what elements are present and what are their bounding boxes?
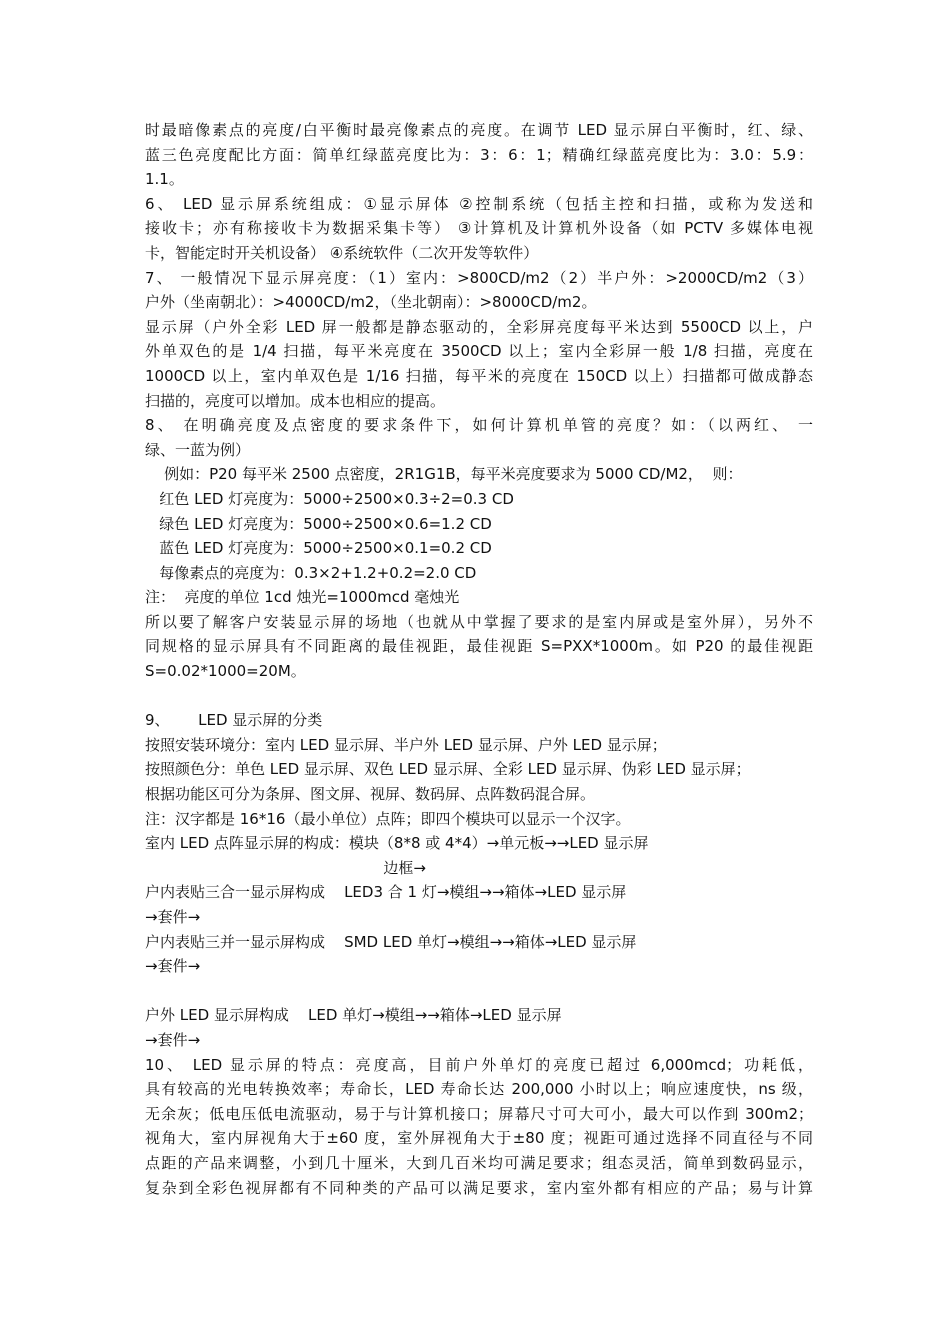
text-line: 1000CD 以上，室内单双色是 1/16 扫描，每平米的亮度在 150CD 以上）扫描都可做成静态 xyxy=(145,366,813,385)
text-line: 户内表贴三合一显示屏构成 LED3 合 1 灯→模组→→箱体→LED 显示屏 xyxy=(145,883,627,902)
text-line: 无余灰；低电压低电流驱动，易于与计算机接口；屏幕尺寸可大可小，最大可以作到 300m2； xyxy=(145,1104,813,1123)
text-line: 注： 亮度的单位 1cd 烛光=1000mcd 毫烛光 xyxy=(145,588,460,607)
text-line: 绿、一蓝为例） xyxy=(145,440,251,459)
text-line: 边框→ xyxy=(145,858,426,877)
text-line: 户内表贴三并一显示屏构成 SMD LED 单灯→模组→→箱体→LED 显示屏 xyxy=(145,932,637,951)
text-line: 9、 LED 显示屏的分类 xyxy=(145,711,323,730)
text-line: 点距的产品来调整，小到几十厘米，大到几百米均可满足要求；组态灵活，简单到数码显示， xyxy=(145,1153,813,1172)
text-line: 蓝色 LED 灯亮度为：5000÷2500×0.1=0.2 CD xyxy=(145,539,492,558)
text-line: 户外（坐南朝北）：>4000CD/m2，（坐北朝南）：>8000CD/m2。 xyxy=(145,293,597,312)
text-line: 绿色 LED 灯亮度为：5000÷2500×0.6=1.2 CD xyxy=(145,514,492,533)
text-line: 每像素点的亮度为：0.3×2+1.2+0.2=2.0 CD xyxy=(145,563,477,582)
text-line: 按照颜色分：单色 LED 显示屏、双色 LED 显示屏、全彩 LED 显示屏、伪彩 LED 显示屏； xyxy=(145,760,751,779)
text-line: S=0.02*1000=20M。 xyxy=(145,662,306,681)
text-line: 户外 LED 显示屏构成 LED 单灯→模组→→箱体→LED 显示屏 xyxy=(145,1006,562,1025)
text-line: 视角大，室内屏视角大于±60 度，室外屏视角大于±80 度；视距可通过选择不同直径与不同 xyxy=(145,1129,813,1148)
text-line: 1.1。 xyxy=(145,170,184,189)
text-line: 蓝三色亮度配比方面：简单红绿蓝亮度比为：3：6：1；精确红绿蓝亮度比为：3.0：5.9： xyxy=(145,145,813,164)
text-line: 注：汉字都是 16*16（最小单位）点阵；即四个模块可以显示一个汉字。 xyxy=(145,809,631,828)
text-line: 7、 一般情况下显示屏亮度：（1）室内：>800CD/m2（2）半户外：>2000CD/m2（3） xyxy=(145,268,813,287)
text-line: 外单双色的是 1/4 扫描，每平米亮度在 3500CD 以上；室内全彩屏一般 1/8 扫描，亮度在 xyxy=(145,342,813,361)
text-line: 室内 LED 点阵显示屏的构成：模块（8*8 或 4*4）→单元板→→LED 显示屏 xyxy=(145,834,649,853)
text-line: 卡，智能定时开关机设备） ④系统软件（二次开发等软件） xyxy=(145,243,539,262)
text-line: 红色 LED 灯亮度为：5000÷2500×0.3÷2=0.3 CD xyxy=(145,489,514,508)
document-body xyxy=(145,118,813,1200)
blank-line xyxy=(145,979,813,1004)
text-line: 8、 在明确亮度及点密度的要求条件下，如何计算机单管的亮度？如：（以两红、 一 xyxy=(145,416,813,435)
text-line: →套件→ xyxy=(145,908,201,926)
text-line: →套件→ xyxy=(145,1030,201,1049)
text-line: 时最暗像素点的亮度/白平衡时最亮像素点的亮度。在调节 LED 显示屏白平衡时，红、绿、 xyxy=(145,121,813,139)
text-line: 复杂到全彩色视屏都有不同种类的产品可以满足要求，室内室外都有相应的产品；易与计算 xyxy=(145,1178,813,1197)
text-line: 显示屏（户外全彩 LED 屏一般都是静态驱动的，全彩屏亮度每平米达到 5500CD 以上，户 xyxy=(145,317,813,336)
blank-line xyxy=(145,684,813,709)
text-line: 接收卡；亦有称接收卡为数据采集卡等） ③计算机及计算机外设备（如 PCTV 多媒体电视 xyxy=(145,219,813,238)
text-line: →套件→ xyxy=(145,957,201,976)
text-line: 6、 LED 显示屏系统组成：①显示屏体 ②控制系统（包括主控和扫描，或称为发送和 xyxy=(145,194,813,213)
text-line: 所以要了解客户安装显示屏的场地（也就从中掌握了要求的是室内屏或是室外屏），另外不 xyxy=(145,612,813,631)
text-line: 按照安装环境分：室内 LED 显示屏、半户外 LED 显示屏、户外 LED 显示屏； xyxy=(145,735,667,754)
text-line: 根据功能区可分为条屏、图文屏、视屏、数码屏、点阵数码混合屏。 xyxy=(145,785,596,804)
text-line: 具有较高的光电转换效率；寿命长，LED 寿命长达 200,000 小时以上；响应速度快，ns 级， xyxy=(145,1080,813,1099)
text-line: 10、 LED 显示屏的特点：亮度高，目前户外单灯的亮度已超过 6,000mcd；功耗低， xyxy=(145,1055,813,1074)
text-line: 扫描的，亮度可以增加。成本也相应的提高。 xyxy=(145,391,446,410)
text-line: 例如：P20 每平米 2500 点密度，2R1G1B，每平米亮度要求为 5000 CD/M2， 则： xyxy=(145,465,743,484)
text-line: 同规格的显示屏具有不同距离的最佳视距，最佳视距 S=PXX*1000m。如 P20 的最佳视距 xyxy=(145,637,813,656)
